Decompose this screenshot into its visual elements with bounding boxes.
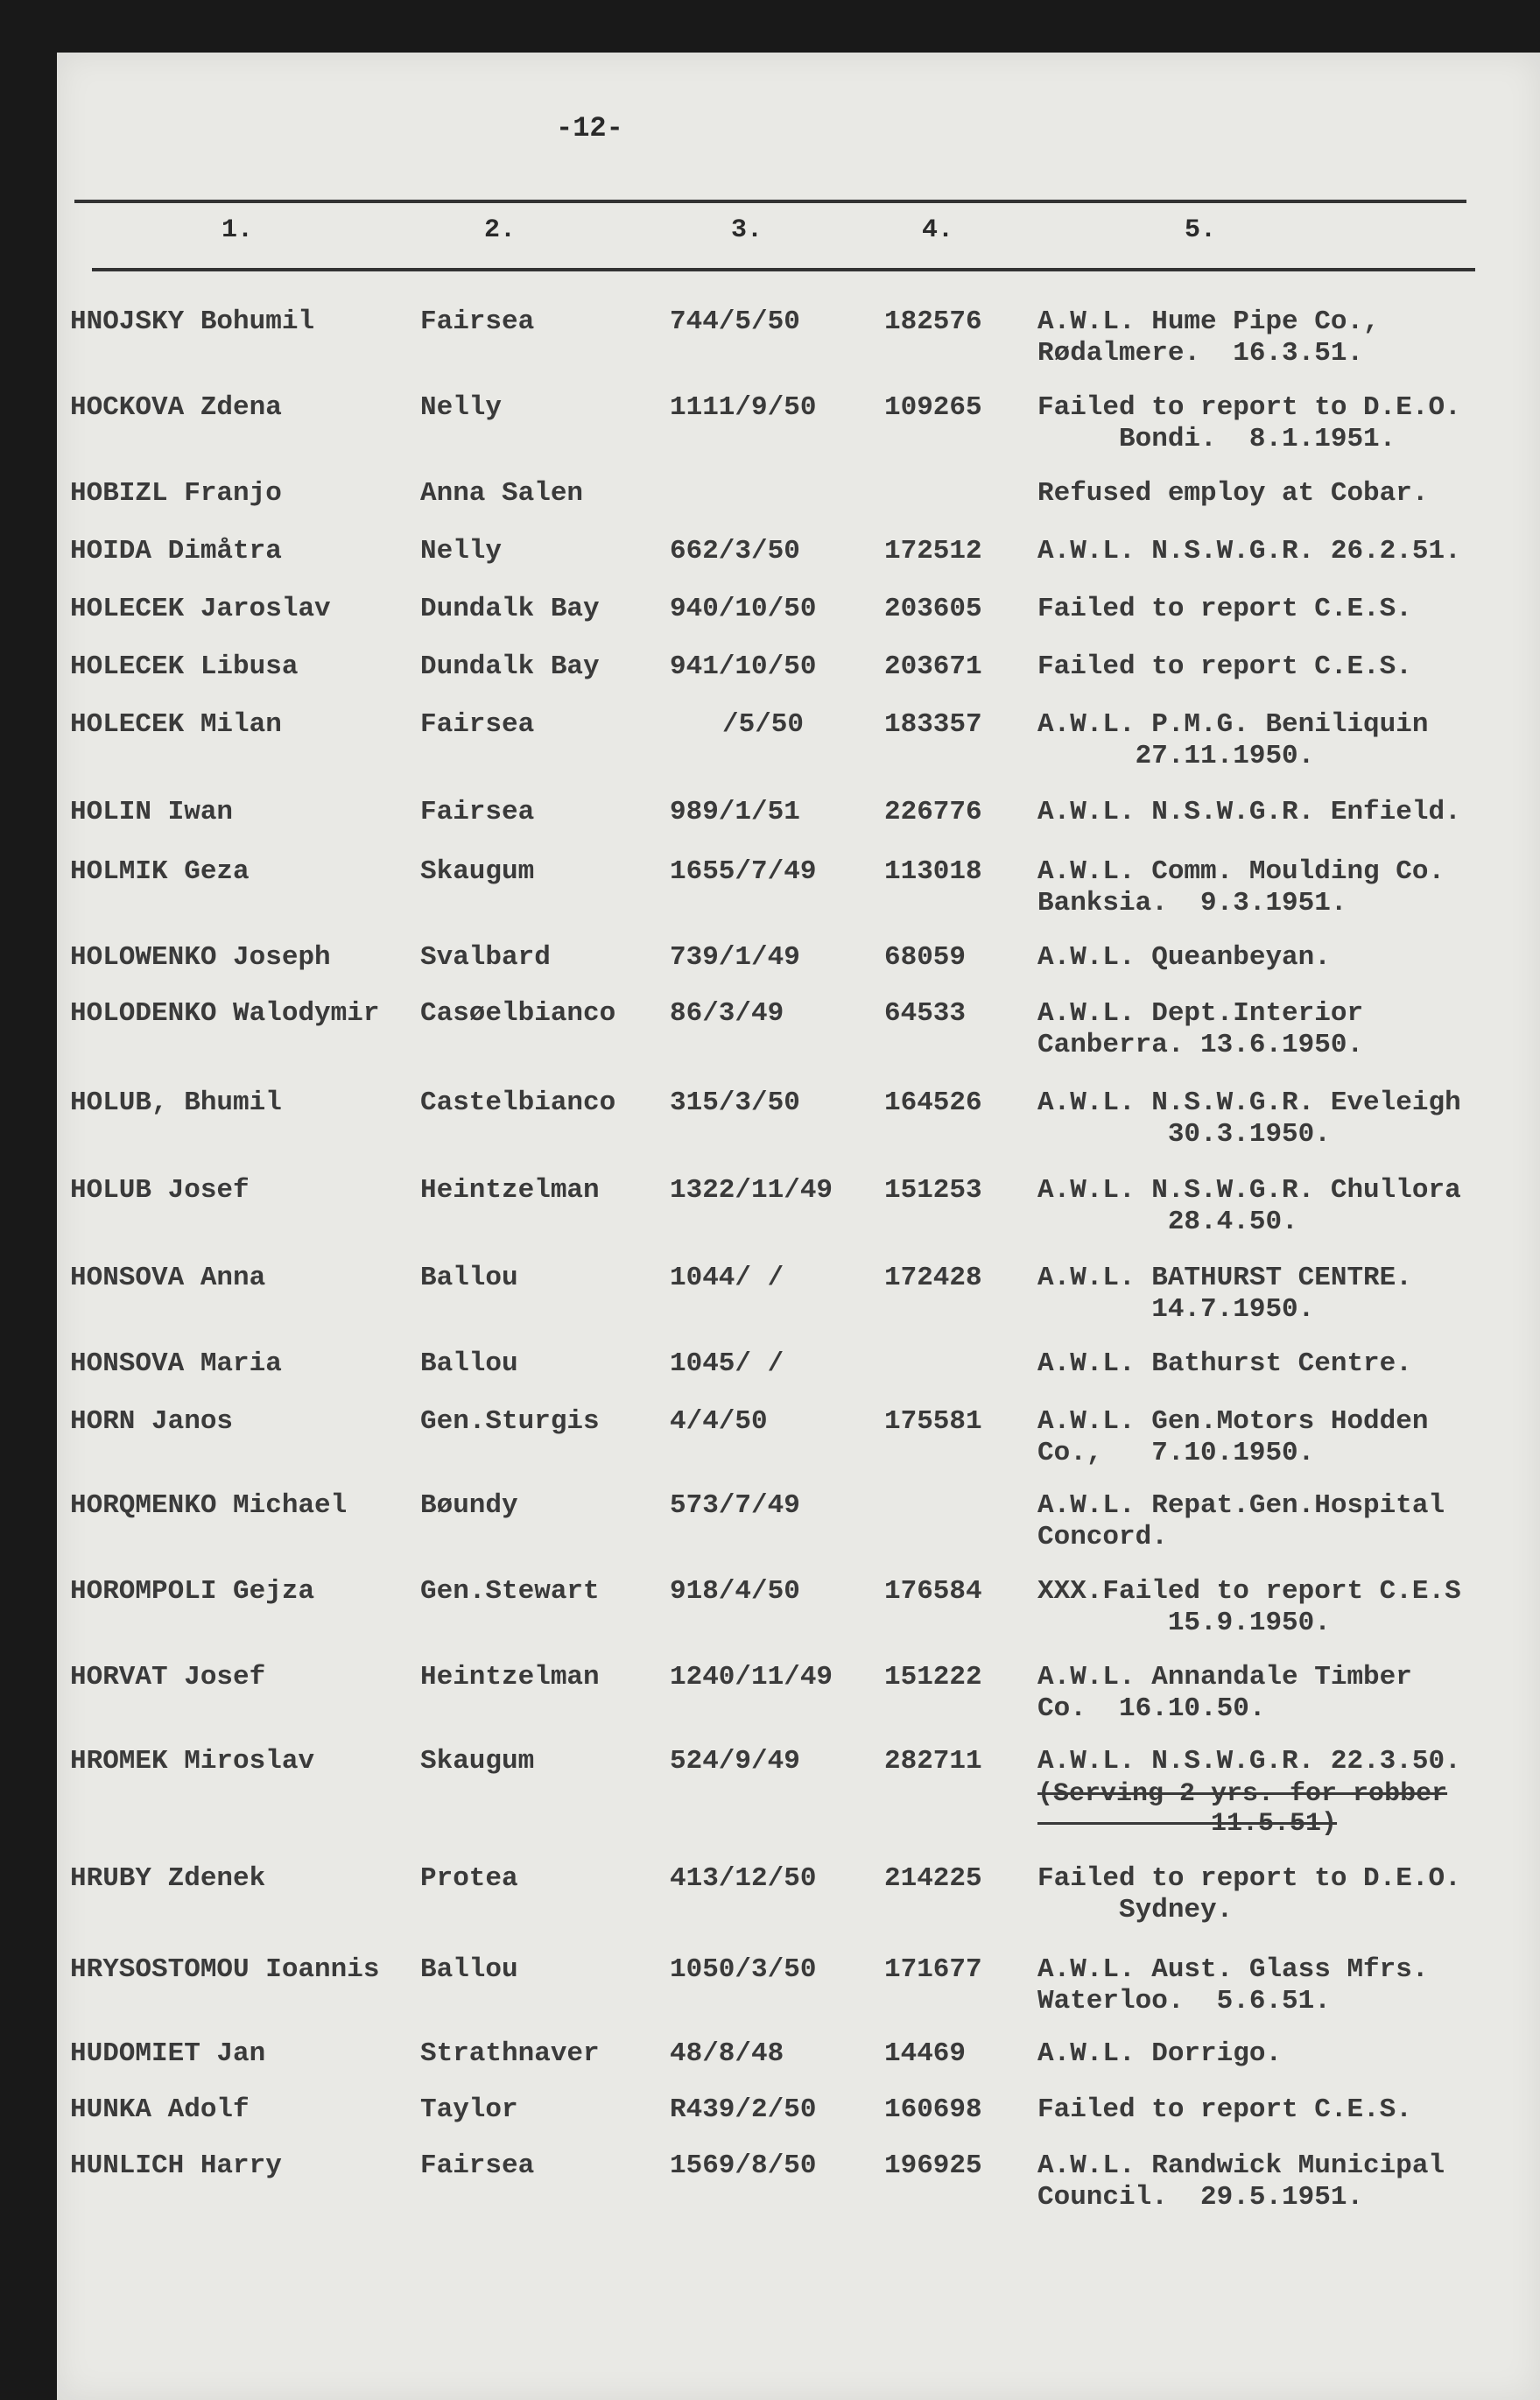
reference-cell: 86/3/49 xyxy=(670,998,784,1029)
ship-cell: Ballou xyxy=(420,1348,518,1379)
name-cell: HORVAT Josef xyxy=(70,1662,266,1693)
ship-cell: Fairsea xyxy=(420,797,535,827)
number-cell: 226776 xyxy=(884,797,982,827)
reference-cell: 315/3/50 xyxy=(670,1087,800,1118)
number-cell: 203671 xyxy=(884,651,982,682)
number-cell: 182576 xyxy=(884,306,982,337)
name-cell: HOBIZL Franjo xyxy=(70,478,282,509)
remark-cell: A.W.L. Annandale Timber Co. 16.10.50. xyxy=(1037,1662,1412,1724)
header-rule-top xyxy=(74,200,1466,203)
reference-cell: 1050/3/50 xyxy=(670,1954,817,1985)
reference-cell: 413/12/50 xyxy=(670,1863,817,1894)
reference-cell: 739/1/49 xyxy=(670,942,800,973)
name-cell: HROMEK Miroslav xyxy=(70,1746,315,1777)
number-cell: 171677 xyxy=(884,1954,982,1985)
reference-cell: 1111/9/50 xyxy=(670,392,817,423)
remark-cell: A.W.L. Aust. Glass Mfrs. Waterloo. 5.6.51. xyxy=(1037,1954,1429,2016)
remark-cell: A.W.L. Gen.Motors Hodden Co., 7.10.1950. xyxy=(1037,1406,1429,1468)
name-cell: HUDOMIET Jan xyxy=(70,2038,266,2069)
reference-cell: 48/8/48 xyxy=(670,2038,784,2069)
name-cell: HORN Janos xyxy=(70,1406,234,1437)
reference-cell: 1569/8/50 xyxy=(670,2150,817,2181)
ship-cell: Skaugum xyxy=(420,856,535,887)
page-number: -12- xyxy=(556,112,623,144)
name-cell: HONSOVA Anna xyxy=(70,1263,266,1293)
ship-cell: Taylor xyxy=(420,2094,518,2125)
reference-cell: 1045/ / xyxy=(670,1348,784,1379)
remark-cell: Failed to report C.E.S. xyxy=(1037,594,1412,624)
ship-cell: Dundalk Bay xyxy=(420,651,600,682)
reference-cell: 941/10/50 xyxy=(670,651,817,682)
ship-cell: Skaugum xyxy=(420,1746,535,1777)
ship-cell: Nelly xyxy=(420,536,503,567)
name-cell: HOROMPOLI Gejza xyxy=(70,1576,315,1607)
ship-cell: Heintzelman xyxy=(420,1175,600,1206)
name-cell: HONSOVA Maria xyxy=(70,1348,282,1379)
number-cell: 160698 xyxy=(884,2094,982,2125)
remark-cell: Failed to report C.E.S. xyxy=(1037,651,1412,682)
ship-cell: Bøundy xyxy=(420,1490,518,1521)
reference-cell: 1044/ / xyxy=(670,1263,784,1293)
remark-cell: A.W.L. N.S.W.G.R. 22.3.50. xyxy=(1037,1746,1461,1777)
remark-cell: A.W.L. P.M.G. Beniliquin 27.11.1950. xyxy=(1037,709,1429,771)
ship-cell: Fairsea xyxy=(420,709,535,740)
remark-cell: Failed to report to D.E.O. Sydney. xyxy=(1037,1863,1461,1925)
remark-cell: A.W.L. N.S.W.G.R. Eveleigh 30.3.1950. xyxy=(1037,1087,1461,1150)
number-cell: 214225 xyxy=(884,1863,982,1894)
reference-cell: 662/3/50 xyxy=(670,536,800,567)
ship-cell: Ballou xyxy=(420,1263,518,1293)
remark-cell: A.W.L. BATHURST CENTRE. 14.7.1950. xyxy=(1037,1263,1412,1325)
reference-cell: 1655/7/49 xyxy=(670,856,817,887)
ship-cell: Fairsea xyxy=(420,306,535,337)
remark-cell: A.W.L. Bathurst Centre. xyxy=(1037,1348,1412,1379)
number-cell: 68059 xyxy=(884,942,967,973)
number-cell: 172428 xyxy=(884,1263,982,1293)
ship-cell: Svalbard xyxy=(420,942,551,973)
name-cell: HUNKA Adolf xyxy=(70,2094,250,2125)
remark-cell: A.W.L. Dorrigo. xyxy=(1037,2038,1283,2069)
reference-cell: 524/9/49 xyxy=(670,1746,800,1777)
header-rule-bottom xyxy=(92,268,1475,271)
remark-cell: Failed to report to D.E.O. Bondi. 8.1.1951. xyxy=(1037,392,1461,454)
name-cell: HOLECEK Milan xyxy=(70,709,282,740)
column-header-4: 4. xyxy=(922,215,954,245)
reference-cell: 918/4/50 xyxy=(670,1576,800,1607)
document-page xyxy=(57,53,1540,2400)
number-cell: 151253 xyxy=(884,1175,982,1206)
name-cell: HOCKOVA Zdena xyxy=(70,392,282,423)
name-cell: HOLECEK Libusa xyxy=(70,651,299,682)
reference-cell: 4/4/50 xyxy=(670,1406,768,1437)
remark-cell: A.W.L. Dept.Interior Canberra. 13.6.1950. xyxy=(1037,998,1364,1060)
number-cell: 203605 xyxy=(884,594,982,624)
column-header-5: 5. xyxy=(1185,215,1217,245)
reference-cell: R439/2/50 xyxy=(670,2094,817,2125)
struck-note: (Serving 2 yrs. for robber 11.5.51) xyxy=(1037,1779,1448,1839)
column-header-2: 2. xyxy=(484,215,517,245)
remark-cell: XXX.Failed to report C.E.S 15.9.1950. xyxy=(1037,1576,1461,1638)
remark-cell: A.W.L. Randwick Municipal Council. 29.5.1951. xyxy=(1037,2150,1445,2213)
ship-cell: Heintzelman xyxy=(420,1662,600,1693)
ship-cell: Castelbianco xyxy=(420,1087,616,1118)
ship-cell: Protea xyxy=(420,1863,518,1894)
column-header-1: 1. xyxy=(222,215,254,245)
number-cell: 196925 xyxy=(884,2150,982,2181)
number-cell: 172512 xyxy=(884,536,982,567)
number-cell: 109265 xyxy=(884,392,982,423)
name-cell: HOLOWENKO Joseph xyxy=(70,942,331,973)
ship-cell: Casøelbianco xyxy=(420,998,616,1029)
name-cell: HRUBY Zdenek xyxy=(70,1863,266,1894)
name-cell: HOLIN Iwan xyxy=(70,797,234,827)
remark-cell: A.W.L. N.S.W.G.R. 26.2.51. xyxy=(1037,536,1461,567)
remark-cell: A.W.L. N.S.W.G.R. Chullora 28.4.50. xyxy=(1037,1175,1461,1237)
column-header-3: 3. xyxy=(731,215,763,245)
number-cell: 151222 xyxy=(884,1662,982,1693)
number-cell: 164526 xyxy=(884,1087,982,1118)
ship-cell: Gen.Stewart xyxy=(420,1576,600,1607)
ship-cell: Nelly xyxy=(420,392,503,423)
name-cell: HNOJSKY Bohumil xyxy=(70,306,315,337)
ship-cell: Strathnaver xyxy=(420,2038,600,2069)
reference-cell: /5/50 xyxy=(722,709,805,740)
name-cell: HOLMIK Geza xyxy=(70,856,250,887)
name-cell: HOLODENKO Walodymir xyxy=(70,998,380,1029)
ship-cell: Anna Salen xyxy=(420,478,584,509)
number-cell: 176584 xyxy=(884,1576,982,1607)
remark-cell: A.W.L. Repat.Gen.Hospital Concord. xyxy=(1037,1490,1445,1552)
number-cell: 64533 xyxy=(884,998,967,1029)
reference-cell: 989/1/51 xyxy=(670,797,800,827)
remark-cell: Failed to report C.E.S. xyxy=(1037,2094,1412,2125)
number-cell: 175581 xyxy=(884,1406,982,1437)
remark-cell: A.W.L. Hume Pipe Co., Rødalmere. 16.3.51. xyxy=(1037,306,1380,369)
remark-cell: A.W.L. Comm. Moulding Co. Banksia. 9.3.1951. xyxy=(1037,856,1445,918)
ship-cell: Gen.Sturgis xyxy=(420,1406,600,1437)
name-cell: HOLECEK Jaroslav xyxy=(70,594,331,624)
reference-cell: 1322/11/49 xyxy=(670,1175,833,1206)
name-cell: HOLUB, Bhumil xyxy=(70,1087,282,1118)
ship-cell: Fairsea xyxy=(420,2150,535,2181)
number-cell: 113018 xyxy=(884,856,982,887)
reference-cell: 940/10/50 xyxy=(670,594,817,624)
reference-cell: 573/7/49 xyxy=(670,1490,800,1521)
name-cell: HOLUB Josef xyxy=(70,1175,250,1206)
number-cell: 282711 xyxy=(884,1746,982,1777)
remark-cell: A.W.L. Queanbeyan. xyxy=(1037,942,1331,973)
name-cell: HORQMENKO Michael xyxy=(70,1490,348,1521)
reference-cell: 1240/11/49 xyxy=(670,1662,833,1693)
remark-cell: A.W.L. N.S.W.G.R. Enfield. xyxy=(1037,797,1461,827)
remark-cell: Refused employ at Cobar. xyxy=(1037,478,1429,509)
ship-cell: Dundalk Bay xyxy=(420,594,600,624)
name-cell: HOIDA Dimåtra xyxy=(70,536,282,567)
ship-cell: Ballou xyxy=(420,1954,518,1985)
reference-cell: 744/5/50 xyxy=(670,306,800,337)
name-cell: HUNLICH Harry xyxy=(70,2150,282,2181)
number-cell: 14469 xyxy=(884,2038,967,2069)
name-cell: HRYSOSTOMOU Ioannis xyxy=(70,1954,380,1985)
number-cell: 183357 xyxy=(884,709,982,740)
